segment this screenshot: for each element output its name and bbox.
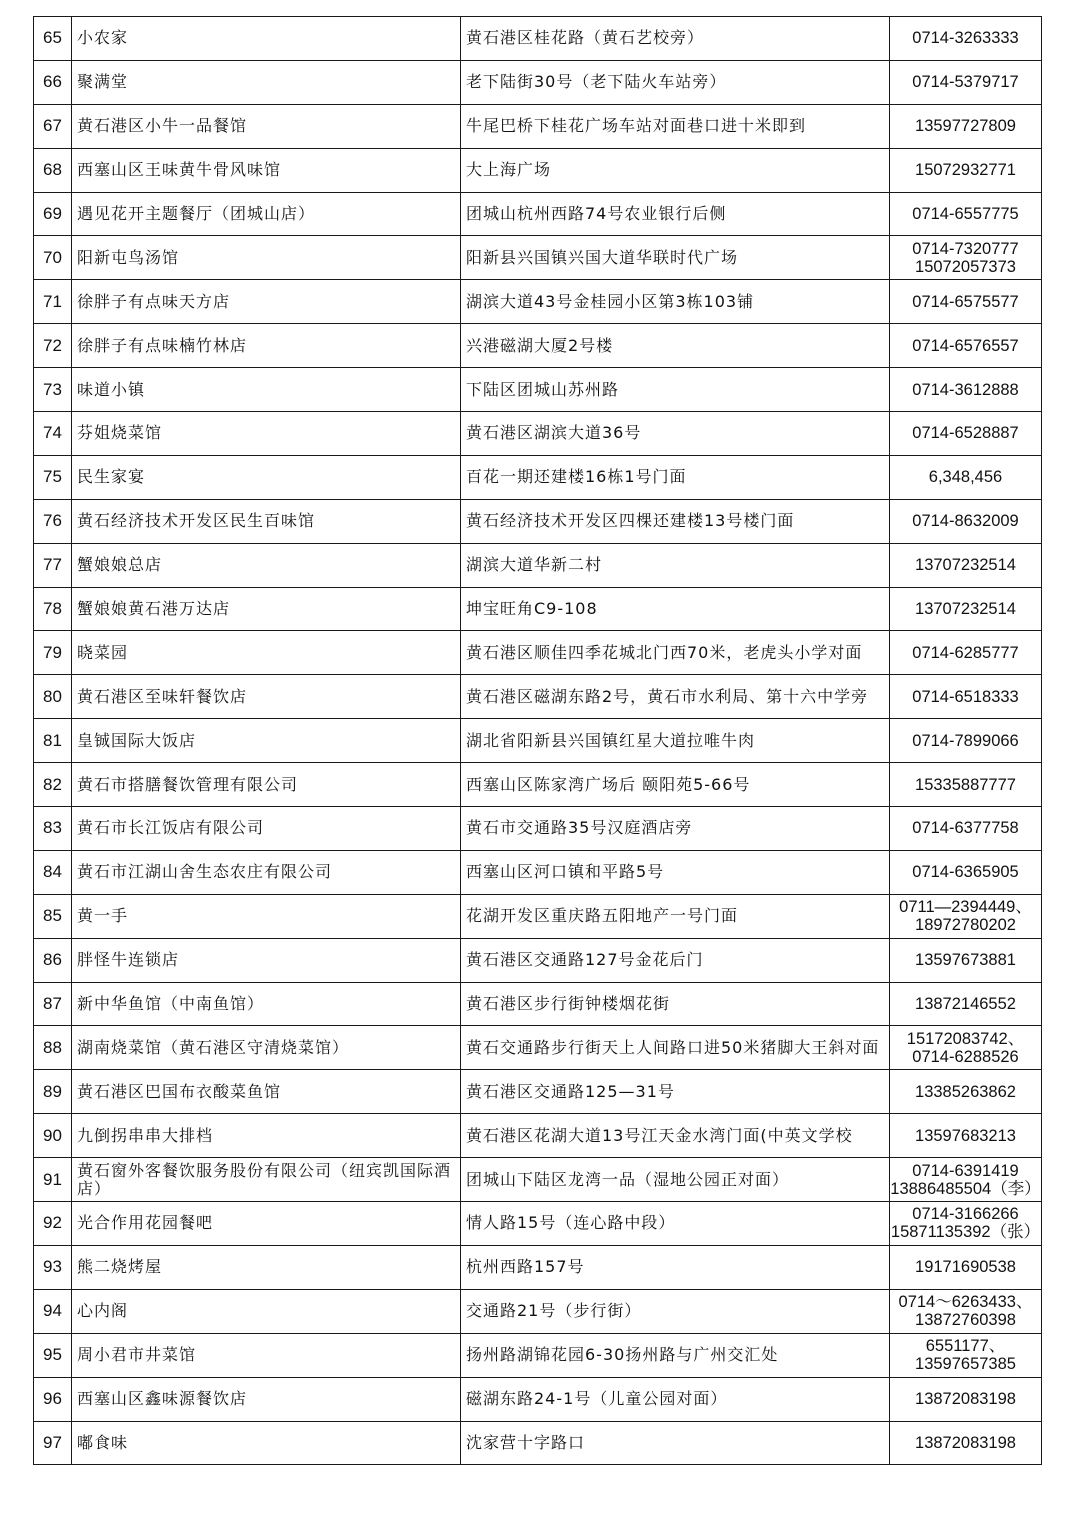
restaurant-name [72,938,461,982]
phone-line: 0714-6391419 [912,1161,1019,1180]
row-number: 71 [34,280,72,324]
restaurant-phone [890,1026,1042,1070]
restaurant-address-text: 团城山下陆区龙湾一品（湿地公园正对面） [466,1169,790,1189]
row-number: 74 [34,412,72,456]
phone-line: 0714～6263433、 [898,1293,1033,1312]
restaurant-name [72,60,461,104]
restaurant-address [461,719,890,763]
restaurant-name [72,719,461,763]
phone-line: 19171690538 [915,1258,1016,1277]
restaurant-name-text: 黄石窗外客餐饮服务股份有限公司（纽宾凯国际酒店） [77,1160,452,1198]
phone-line: 13872083198 [915,1433,1016,1452]
restaurant-name [72,631,461,675]
phone-line: 13707232514 [915,556,1016,575]
restaurant-table-sheet [33,16,1041,1465]
row-number: 97 [34,1421,72,1465]
phone-line: 13597673881 [915,951,1016,970]
phone-line: 0714-7320777 [912,239,1019,258]
restaurant-name [72,455,461,499]
restaurant-name-text: 心内阁 [77,1301,129,1321]
row-number: 65 [34,17,72,61]
restaurant-phone [890,807,1042,851]
row-number: 89 [34,1070,72,1114]
restaurant-phone [890,280,1042,324]
row-number: 77 [34,543,72,587]
table-row [34,368,1042,412]
restaurant-address-text: 黄石经济技术开发区四棵还建楼13号楼门面 [466,511,795,531]
restaurant-name [72,1377,461,1421]
phone-line: 15871135392（张） [890,1223,1041,1242]
table-row [34,60,1042,104]
restaurant-address [461,1202,890,1246]
restaurant-address [461,455,890,499]
table-row [34,1026,1042,1070]
restaurant-name-text: 皇铖国际大饭店 [77,730,197,750]
restaurant-phone [890,412,1042,456]
restaurant-phone [890,1421,1042,1465]
restaurant-phone [890,368,1042,412]
row-number: 81 [34,719,72,763]
restaurant-address [461,324,890,368]
row-number: 68 [34,148,72,192]
phone-line: 0714-3263333 [912,29,1019,48]
table-row [34,1070,1042,1114]
restaurant-address-text: 黄石港区湖滨大道36号 [466,423,642,443]
restaurant-name [72,850,461,894]
restaurant-phone [890,1070,1042,1114]
restaurant-name-text: 周小君市井菜馆 [77,1345,197,1365]
row-number: 91 [34,1158,72,1202]
phone-line: 0714-6365905 [912,863,1019,882]
table-row [34,587,1042,631]
restaurant-address-text: 黄石港区磁湖东路2号，黄石市水利局、第十六中学旁 [466,686,869,706]
restaurant-phone [890,104,1042,148]
restaurant-name-text: 熊二烧烤屋 [77,1257,163,1277]
restaurant-name [72,1070,461,1114]
restaurant-address [461,982,890,1026]
phone-line: 13707232514 [915,600,1016,619]
table-row [34,675,1042,719]
restaurant-name-text: 芬姐烧菜馆 [77,423,163,443]
row-number: 90 [34,1114,72,1158]
restaurant-phone [890,1289,1042,1333]
restaurant-phone [890,455,1042,499]
restaurant-name [72,1114,461,1158]
restaurant-address [461,1377,890,1421]
table-row [34,1245,1042,1289]
restaurant-address [461,894,890,938]
restaurant-phone [890,982,1042,1026]
table-row [34,1158,1042,1202]
restaurant-phone [890,1245,1042,1289]
table-row [34,324,1042,368]
restaurant-phone [890,850,1042,894]
restaurant-name [72,499,461,543]
restaurant-address [461,1114,890,1158]
restaurant-name [72,1158,461,1202]
phone-line: 0714-6377758 [912,819,1019,838]
row-number: 87 [34,982,72,1026]
restaurant-address-text: 下陆区团城山苏州路 [466,379,620,399]
phone-line: 0714-7899066 [912,731,1019,750]
restaurant-name-text: 西塞山区鑫味源餐饮店 [77,1389,248,1409]
restaurant-name [72,675,461,719]
phone-line: 13872760398 [915,1311,1016,1330]
restaurant-address-text: 老下陆街30号（老下陆火车站旁） [466,72,727,92]
phone-line: 13597683213 [915,1126,1016,1145]
restaurant-name [72,1202,461,1246]
row-number: 93 [34,1245,72,1289]
restaurant-phone [890,1377,1042,1421]
row-number: 66 [34,60,72,104]
restaurant-address-text: 沈家营十字路口 [466,1432,586,1452]
restaurant-phone [890,675,1042,719]
phone-line: 0714-6518333 [912,687,1019,706]
restaurant-address-text: 百花一期还建楼16栋1号门面 [466,467,687,487]
row-number: 75 [34,455,72,499]
restaurant-address-text: 牛尾巴桥下桂花广场车站对面巷口进十米即到 [466,116,807,136]
restaurant-name-text: 光合作用花园餐吧 [77,1213,214,1233]
restaurant-phone [890,1333,1042,1377]
row-number: 88 [34,1026,72,1070]
restaurant-address-text: 西塞山区河口镇和平路5号 [466,862,665,882]
restaurant-name-text: 嘟食味 [77,1432,129,1452]
restaurant-name-text: 遇见花开主题餐厅（团城山店） [77,204,316,223]
restaurant-name-text: 黄石港区至味轩餐饮店 [77,686,248,706]
restaurant-phone [890,938,1042,982]
restaurant-address [461,1421,890,1465]
restaurant-name-text: 湖南烧菜馆（黄石港区守清烧菜馆） [77,1037,350,1057]
restaurant-address [461,280,890,324]
restaurant-address-text: 黄石市交通路35号汉庭酒店旁 [466,818,693,838]
restaurant-address [461,631,890,675]
restaurant-name [72,807,461,851]
restaurant-phone [890,894,1042,938]
table-row [34,1289,1042,1333]
restaurant-phone [890,631,1042,675]
row-number: 84 [34,850,72,894]
row-number: 76 [34,499,72,543]
restaurant-address-text: 黄石港区花湖大道13号江天金水湾门面(中英文学校 [466,1125,853,1145]
restaurant-address [461,1333,890,1377]
phone-line: 0714-6575577 [912,292,1019,311]
table-row [34,1114,1042,1158]
restaurant-address-text: 阳新县兴国镇兴国大道华联时代广场 [466,247,739,267]
table-row [34,894,1042,938]
table-row [34,1421,1042,1465]
phone-line: 15072057373 [915,257,1016,276]
restaurant-address-text: 黄石港区步行街钟楼烟花街 [466,994,671,1014]
table-row [34,280,1042,324]
restaurant-name [72,148,461,192]
restaurant-phone [890,236,1042,280]
restaurant-address [461,1070,890,1114]
table-row [34,412,1042,456]
phone-line: 0711—2394449、 [899,898,1032,917]
restaurant-address-text: 兴港磁湖大厦2号楼 [466,335,614,355]
restaurant-address [461,850,890,894]
restaurant-name-text: 黄石市江湖山舍生态农庄有限公司 [77,862,333,882]
restaurant-address [461,368,890,412]
phone-line: 15172083742、 [906,1029,1025,1048]
restaurant-address [461,675,890,719]
restaurant-name-text: 聚满堂 [77,72,129,92]
restaurant-name-text: 新中华鱼馆（中南鱼馆） [77,994,265,1014]
restaurant-address-text: 黄石港区顺佳四季花城北门西70米，老虎头小学对面 [466,642,863,662]
phone-line: 0714-3612888 [912,380,1019,399]
phone-line: 0714-6285777 [912,643,1019,662]
restaurant-name-text: 阳新屯鸟汤馆 [77,247,180,267]
restaurant-name [72,236,461,280]
restaurant-name-text: 黄石市长江饭店有限公司 [77,818,265,838]
row-number: 92 [34,1202,72,1246]
restaurant-address-text: 杭州西路157号 [466,1257,585,1277]
restaurant-name [72,1289,461,1333]
restaurant-address [461,236,890,280]
phone-line: 13886485504（李） [890,1179,1041,1198]
table-row [34,850,1042,894]
restaurant-name [72,894,461,938]
row-number: 85 [34,894,72,938]
restaurant-name-text: 黄石经济技术开发区民生百味馆 [77,511,316,531]
phone-line: 0714-6288526 [912,1047,1019,1066]
phone-line: 13872146552 [915,995,1016,1014]
restaurant-address [461,148,890,192]
phone-line: 0714-5379717 [912,73,1019,92]
phone-line: 0714-3166266 [912,1205,1019,1224]
table-row [34,104,1042,148]
row-number: 95 [34,1333,72,1377]
restaurant-phone [890,1158,1042,1202]
restaurant-phone [890,499,1042,543]
restaurant-name [72,763,461,807]
restaurant-phone [890,324,1042,368]
restaurant-name-text: 西塞山区王味黄牛骨风味馆 [77,160,282,180]
row-number: 78 [34,587,72,631]
restaurant-name-text: 黄石市搭膳餐饮管理有限公司 [77,774,299,794]
restaurant-address-text: 黄石港区交通路125—31号 [466,1081,675,1101]
phone-line: 13597657385 [915,1355,1016,1374]
phone-line: 15072932771 [915,161,1016,180]
restaurant-address-text: 扬州路湖锦花园6-30扬州路与广州交汇处 [466,1345,779,1365]
phone-line: 0714-6576557 [912,336,1019,355]
restaurant-address-text: 西塞山区陈家湾广场后 颐阳苑5-66号 [466,774,751,794]
restaurant-name-text: 胖怪牛连锁店 [77,950,180,970]
restaurant-address [461,60,890,104]
restaurant-name-text: 小农家 [77,28,129,48]
restaurant-name [72,324,461,368]
restaurant-name [72,982,461,1026]
table-row [34,807,1042,851]
table-row [34,763,1042,807]
restaurant-name-text: 晓菜园 [77,642,129,662]
restaurant-address-text: 黄石港区交通路127号金花后门 [466,950,704,970]
phone-line: 6551177、 [925,1337,1006,1356]
restaurant-name-text: 徐胖子有点味天方店 [77,291,231,311]
table-row [34,1377,1042,1421]
row-number: 86 [34,938,72,982]
row-number: 83 [34,807,72,851]
table-row [34,1202,1042,1246]
restaurant-phone [890,192,1042,236]
table-row [34,236,1042,280]
restaurant-phone [890,1114,1042,1158]
table-row [34,17,1042,61]
phone-line: 0714-8632009 [912,512,1019,531]
table-row [34,543,1042,587]
restaurant-address [461,17,890,61]
restaurant-address-text: 湖滨大道华新二村 [466,555,603,575]
restaurant-address-text: 黄石交通路步行街天上人间路口进50米猪脚大王斜对面 [466,1037,880,1057]
phone-line: 15335887777 [915,775,1016,794]
restaurant-name [72,192,461,236]
phone-line: 0714-6557775 [912,205,1019,223]
restaurant-name [72,543,461,587]
restaurant-address-text: 大上海广场 [466,160,552,180]
phone-line: 13597727809 [915,117,1016,136]
restaurant-address-text: 花湖开发区重庆路五阳地产一号门面 [466,906,739,926]
restaurant-name [72,412,461,456]
restaurant-address [461,499,890,543]
restaurant-name [72,368,461,412]
restaurant-name [72,280,461,324]
restaurant-address [461,938,890,982]
table-row [34,719,1042,763]
row-number: 69 [34,192,72,236]
restaurant-phone [890,763,1042,807]
row-number: 94 [34,1289,72,1333]
table-row [34,499,1042,543]
restaurant-address [461,543,890,587]
restaurant-name-text: 黄石港区小牛一品餐馆 [77,116,248,136]
restaurant-name [72,1245,461,1289]
table-row [34,631,1042,675]
row-number: 79 [34,631,72,675]
table-row [34,192,1042,236]
restaurant-address-text: 团城山杭州西路74号农业银行后侧 [466,204,727,223]
restaurant-phone [890,1202,1042,1246]
row-number: 72 [34,324,72,368]
restaurant-address [461,807,890,851]
phone-line: 6,348,456 [928,468,1003,487]
restaurant-name [72,1421,461,1465]
row-number: 67 [34,104,72,148]
restaurant-phone [890,60,1042,104]
restaurant-name [72,104,461,148]
row-number: 70 [34,236,72,280]
phone-line: 18972780202 [915,916,1016,935]
restaurant-phone [890,543,1042,587]
restaurant-name-text: 九倒拐串串大排档 [77,1125,214,1145]
restaurant-name-text: 蟹娘娘总店 [77,555,163,575]
restaurant-name-text: 黄一手 [77,906,129,926]
table-body [34,17,1042,1465]
row-number: 96 [34,1377,72,1421]
restaurant-address-text: 磁湖东路24-1号（儿童公园对面） [466,1389,728,1409]
restaurant-address-text: 交通路21号（步行街） [466,1301,642,1321]
restaurant-address [461,1245,890,1289]
restaurant-address-text: 黄石港区桂花路（黄石艺校旁） [466,28,705,48]
phone-line: 13872083198 [915,1390,1016,1409]
restaurant-name-text: 味道小镇 [77,379,146,399]
restaurant-name-text: 徐胖子有点味楠竹林店 [77,335,248,355]
restaurant-address-text: 湖北省阳新县兴国镇红星大道拉唯牛肉 [466,730,756,750]
table-row [34,148,1042,192]
restaurant-name [72,587,461,631]
restaurant-name-text: 蟹娘娘黄石港万达店 [77,599,231,619]
phone-line: 0714-6528887 [912,424,1019,443]
restaurant-name-text: 黄石港区巴国布衣酸菜鱼馆 [77,1081,282,1101]
phone-line: 13385263862 [915,1082,1016,1101]
row-number: 80 [34,675,72,719]
restaurant-address [461,1026,890,1070]
restaurant-phone [890,587,1042,631]
restaurant-address-text: 湖滨大道43号金桂园小区第3栋103铺 [466,291,755,311]
table-row [34,1333,1042,1377]
restaurant-name-text: 民生家宴 [77,467,146,487]
restaurant-name [72,1026,461,1070]
table-row [34,982,1042,1026]
restaurant-phone [890,17,1042,61]
restaurant-name [72,17,461,61]
table-row [34,938,1042,982]
restaurant-address [461,104,890,148]
table-row [34,455,1042,499]
row-number: 73 [34,368,72,412]
restaurant-address-text: 情人路15号（连心路中段） [466,1213,676,1233]
restaurant-table [33,16,1042,1465]
restaurant-phone [890,719,1042,763]
row-number: 82 [34,763,72,807]
restaurant-address [461,412,890,456]
restaurant-address [461,763,890,807]
restaurant-address [461,192,890,236]
restaurant-address [461,587,890,631]
restaurant-name [72,1333,461,1377]
restaurant-address-text: 坤宝旺角C9-108 [466,599,598,619]
restaurant-address [461,1289,890,1333]
restaurant-phone [890,148,1042,192]
restaurant-address [461,1158,890,1202]
